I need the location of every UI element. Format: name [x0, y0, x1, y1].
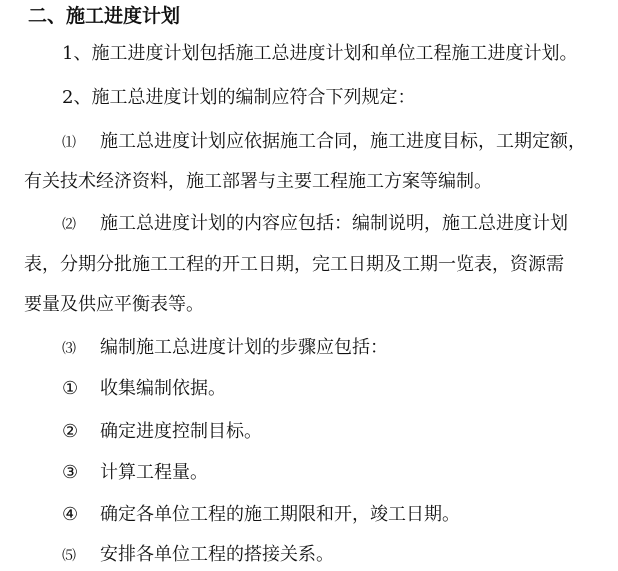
item-1-marker: ⑴ [62, 135, 76, 151]
step-5-text: 安排各单位工程的搭接关系。 [100, 544, 334, 565]
section-heading: 二、施工进度计划 [28, 5, 181, 27]
item-2-line-3: 要量及供应平衡表等。 [24, 294, 204, 315]
step-1-marker: ① [62, 378, 79, 399]
item-2-marker: ⑵ [62, 217, 76, 233]
step-2-text: 确定进度控制目标。 [100, 421, 262, 442]
item-1-text-1: 施工总进度计划应依据施工合同，施工进度目标，工期定额， [100, 131, 586, 152]
step-2 [62, 418, 262, 446]
paragraph-2: 2、施工总进度计划的编制应符合下列规定： [62, 87, 416, 108]
step-4-text: 确定各单位工程的施工期限和开，竣工日期。 [100, 504, 460, 525]
item-3-line [62, 334, 388, 363]
step-1-text: 收集编制依据。 [100, 378, 226, 399]
step-3-text: 计算工程量。 [100, 462, 208, 483]
step-2-marker: ② [62, 421, 79, 442]
item-3-text: 编制施工总进度计划的步骤应包括： [100, 337, 388, 358]
step-3 [62, 459, 208, 487]
step-4 [62, 501, 460, 529]
step-3-marker: ③ [62, 462, 79, 483]
paragraph-1: 1、施工进度计划包括施工总进度计划和单位工程施工进度计划。 [62, 43, 578, 64]
step-1 [62, 375, 226, 403]
step-5 [62, 541, 334, 570]
item-2-line-2: 表，分期分批施工工程的开工日期，完工日期及工期一览表，资源需 [24, 254, 564, 275]
item-1-line-1 [62, 128, 586, 157]
item-3-marker: ⑶ [62, 341, 76, 357]
item-2-text-1: 施工总进度计划的内容应包括：编制说明，施工总进度计划 [100, 213, 568, 234]
item-2-line-1 [62, 210, 568, 239]
item-1-line-2: 有关技术经济资料，施工部署与主要工程施工方案等编制。 [24, 171, 492, 192]
step-4-marker: ④ [62, 504, 79, 525]
step-5-marker: ⑸ [62, 548, 76, 564]
